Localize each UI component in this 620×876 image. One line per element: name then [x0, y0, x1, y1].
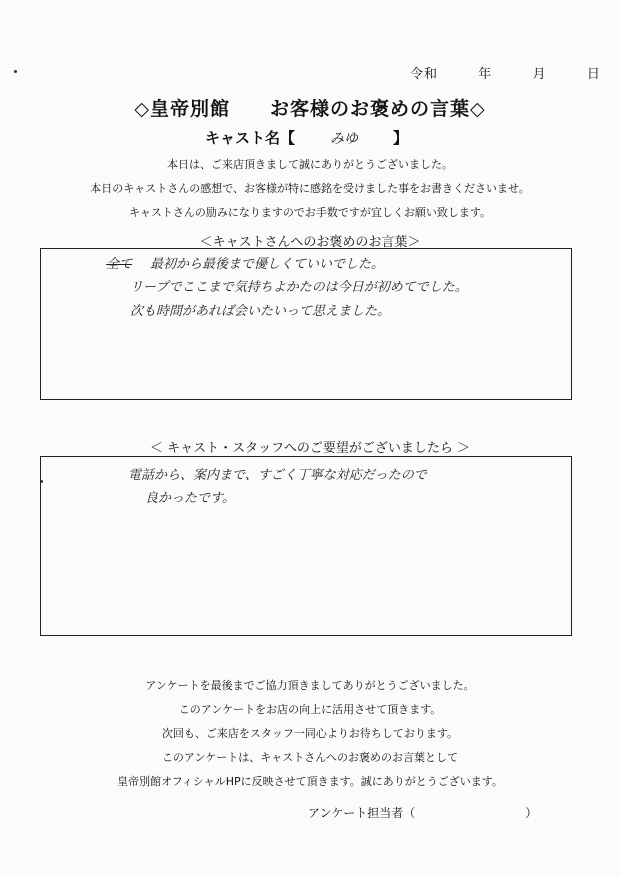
section1-heading: ＜キャストさんへのお褒めのお言葉＞: [199, 235, 421, 250]
date-line: [410, 63, 601, 82]
compliment-line-2: リープでここまで気持ちよかたのは今日が初めてでした。: [130, 280, 468, 295]
day-label: 日: [586, 67, 601, 82]
era-label: 令和: [410, 67, 439, 82]
compliment-line-3: 次も時間があれば会いたいって思えました。: [130, 304, 391, 319]
request-line-2: 良かったです。: [145, 491, 235, 506]
handwriting-struck: [106, 253, 132, 272]
cast-label: キャスト名【: [205, 129, 296, 147]
compliment-line-1: 最初から最後まで優しくていいでした。: [150, 257, 385, 272]
month-label: 月: [532, 67, 547, 82]
footer-line-5: 皇帝別館オフィシャルHPに反映させて頂きます。誠にありがとうございます。: [117, 775, 503, 788]
respondent-close: ）: [525, 806, 538, 820]
intro-line-2: 本日のキャストさんの感想で、お客様が特に感銘を受けました事をお書きくださいませ。: [90, 182, 530, 195]
footer-line-4: このアンケートは、キャストさんへのお褒めのお言葉として: [161, 751, 459, 764]
intro-line-1: 本日は、ご来店頂きまして誠にありがとうございました。: [167, 158, 453, 171]
cast-name-handwritten: みゆ: [330, 131, 359, 147]
footer-line-2: このアンケートをお店の向上に活用させて頂きます。: [178, 703, 442, 716]
scan-speck: [14, 70, 17, 73]
footer-line-3: 次回も、ご来店をスタッフ一同心よりお待ちしております。: [161, 727, 459, 740]
year-label: 年: [478, 67, 493, 82]
section2-heading: ＜ キャスト・スタッフへのご要望がございましたら ＞: [149, 441, 470, 456]
respondent-label: アンケート担当者（: [308, 806, 416, 820]
cast-bracket-close: 】: [393, 129, 409, 147]
footer-line-1: アンケートを最後までご協力頂きましてありがとうございました。: [145, 679, 475, 692]
page-title: ◇皇帝別館 お客様のお褒めの言葉◇: [134, 98, 486, 120]
request-line-1: 電話から、案内まで、すごく丁寧な対応だったので: [128, 468, 427, 483]
intro-line-3: キャストさんの励みになりますのでお手数ですが宜しくお願い致します。: [128, 206, 492, 219]
cast-name-line: [205, 127, 408, 148]
respondent-line: [308, 804, 537, 821]
request-box: [40, 456, 572, 636]
struck-word: 全て: [106, 257, 133, 272]
